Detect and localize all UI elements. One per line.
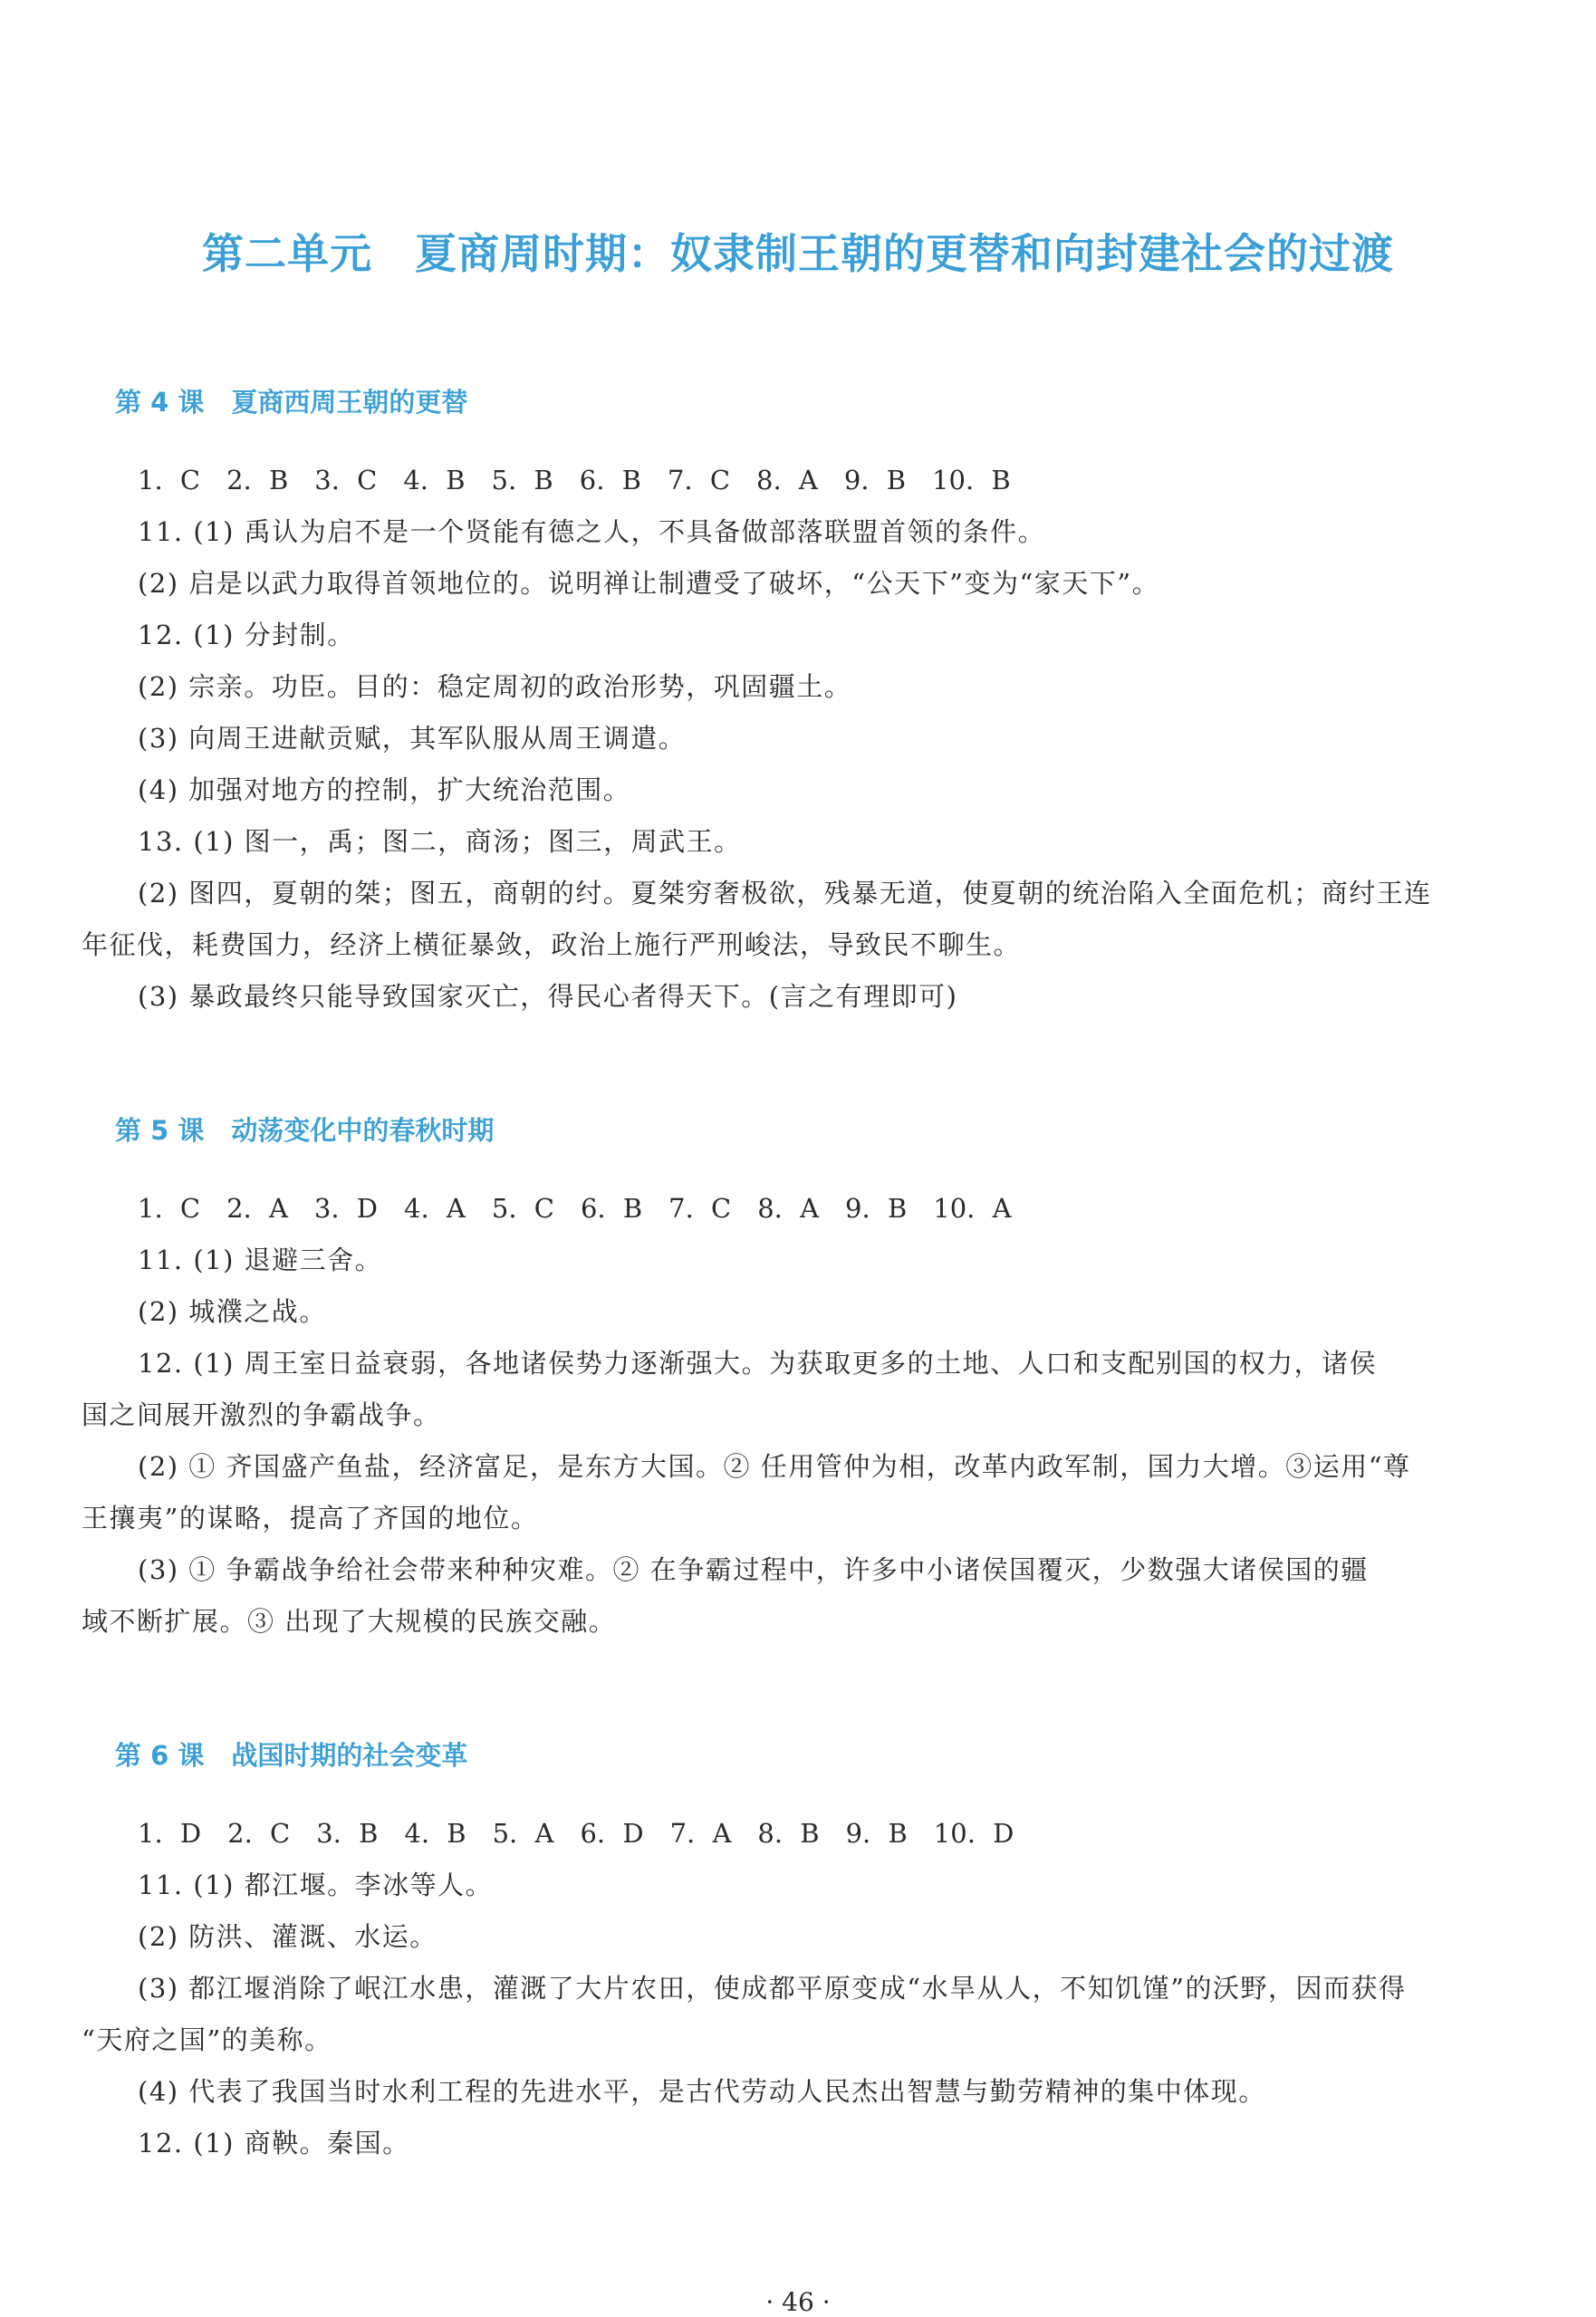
page-number: · 46 ·	[765, 2287, 831, 2317]
answer-line: (2) 宗亲。功臣。目的：稳定周初的政治形势，巩固疆土。	[138, 671, 852, 702]
answer-line: (2) 启是以武力取得首领地位的。说明禅让制遭受了破坏，“公天下”变为“家天下”。	[138, 568, 1160, 599]
lesson-name: 夏商西周王朝的更替	[231, 387, 468, 418]
answer-line: (3) 暴政最终只能导致国家灭亡，得民心者得天下。(言之有理即可)	[138, 981, 958, 1012]
answer-line-continued: 王攘夷”的谋略，提高了齐国的地位。	[82, 1503, 539, 1533]
answer-line: 12. (1) 分封制。	[138, 620, 355, 650]
answer-line-continued: 年征伐，耗费国力，经济上横征暴敛，政治上施行严刑峻法，导致民不聊生。	[82, 929, 1022, 960]
answer-line: (2) 城濮之战。	[138, 1296, 327, 1327]
answer-line: 12. (1) 商鞅。秦国。	[138, 2128, 410, 2158]
lesson-number: 第 4 课	[115, 387, 205, 418]
answer-line: (4) 加强对地方的控制，扩大统治范围。	[138, 774, 631, 805]
answer-line: (3) 向周王进献贡赋，其军队服从周王调遣。	[138, 723, 687, 754]
lesson-heading	[115, 1110, 494, 1148]
answer-line: (3) 都江堰消除了岷江水患，灌溉了大片农田，使成都平原变成“水旱从人，不知饥馑”的沃野，因而获得	[138, 1973, 1407, 2004]
lesson-number: 第 5 课	[115, 1115, 205, 1146]
multiple-choice-answers: 1. D 2. C 3. B 4. B 5. A 6. D 7. A 8. B 9. B 10. D	[138, 1818, 1014, 1849]
answer-line: 11. (1) 都江堰。李冰等人。	[138, 1870, 494, 1900]
answer-line-continued: 域不断扩展。③ 出现了大规模的民族交融。	[82, 1606, 617, 1637]
answer-line: (2) 防洪、灌溉、水运。	[138, 1921, 437, 1952]
answer-line-continued: 国之间展开激烈的争霸战争。	[82, 1399, 441, 1430]
answer-line: (3) ① 争霸战争给社会带来种种灾难。② 在争霸过程中，许多中小诸侯国覆灭，少数强大诸侯国的疆	[138, 1554, 1369, 1585]
answer-line: (2) ① 齐国盛产鱼盐，经济富足，是东方大国。② 任用管仲为相，改革内政军制，国力大增。③运用“尊	[138, 1451, 1411, 1482]
multiple-choice-answers: 1. C 2. B 3. C 4. B 5. B 6. B 7. C 8. A 9. B 10. B	[138, 465, 1011, 495]
answer-line-continued: “天府之国”的美称。	[82, 2024, 332, 2055]
lesson-heading	[115, 1735, 467, 1773]
unit-title: 第二单元 夏商周时期：奴隶制王朝的更替和向封建社会的过渡	[202, 229, 1394, 278]
answer-line: 13. (1) 图一，禹；图二，商汤；图三，周武王。	[138, 826, 742, 857]
answer-line: 12. (1) 周王室日益衰弱，各地诸侯势力逐渐强大。为获取更多的土地、人口和支配别国的权力，诸侯	[138, 1348, 1378, 1379]
lesson-number: 第 6 课	[115, 1740, 205, 1771]
lesson-heading	[115, 382, 467, 419]
multiple-choice-answers: 1. C 2. A 3. D 4. A 5. C 6. B 7. C 8. A 9. B 10. A	[138, 1193, 1012, 1224]
answer-line: 11. (1) 禹认为启不是一个贤能有德之人，不具备做部落联盟首领的条件。	[138, 516, 1046, 547]
answer-line: (2) 图四，夏朝的桀；图五，商朝的纣。夏桀穷奢极欲，残暴无道，使夏朝的统治陷入全面危机；商纣王连	[138, 878, 1432, 909]
answer-line: 11. (1) 退避三舍。	[138, 1245, 383, 1275]
lesson-name: 动荡变化中的春秋时期	[231, 1115, 495, 1146]
answer-line: (4) 代表了我国当时水利工程的先进水平，是古代劳动人民杰出智慧与勤劳精神的集中体现。	[138, 2076, 1266, 2107]
lesson-name: 战国时期的社会变革	[231, 1740, 468, 1771]
